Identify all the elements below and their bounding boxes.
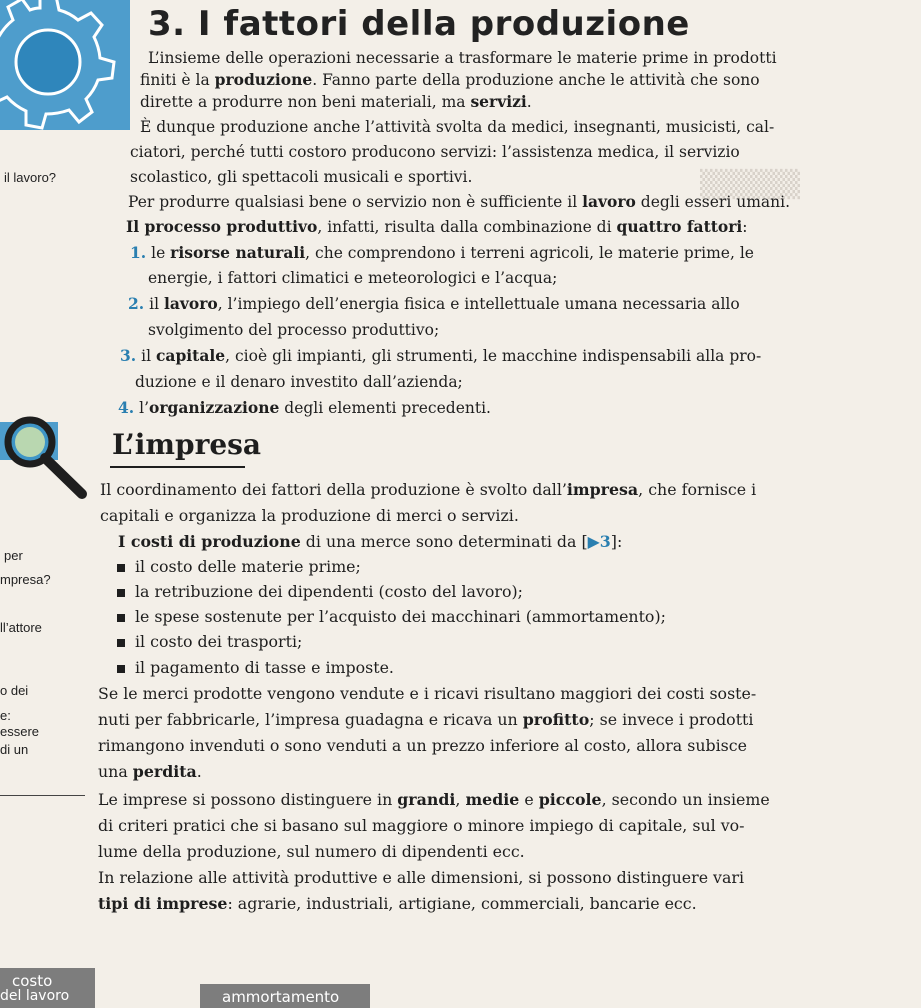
impresa-paragraph-line-2: capitali e organizza la produzione di merci o servizi. bbox=[100, 506, 519, 525]
bullet-icon bbox=[117, 564, 125, 572]
impresa-paragraph-line-1: Il coordinamento dei fattori della produzione è svolto dall’impresa, che fornisce i bbox=[100, 480, 757, 499]
size-paragraph-line-5: tipi di imprese: agrarie, industriali, artigiane, commerciali, bancarie ecc. bbox=[98, 894, 697, 913]
profit-paragraph-line-3: rimangono invenduti o sono venduti a un prezzo inferiore al costo, allora subisce bbox=[98, 736, 747, 755]
costs-intro: I costi di produzione di una merce sono determinati da [▶3]: bbox=[118, 532, 623, 551]
heading-underline bbox=[110, 466, 245, 468]
intro-line-3: dirette a produrre non beni materiali, ma servizi. bbox=[140, 92, 532, 111]
magnifier-icon bbox=[0, 410, 100, 500]
section-title-text: I fattori della produzione bbox=[197, 4, 690, 44]
section-heading: L’impresa bbox=[112, 428, 262, 461]
margin-divider bbox=[0, 795, 85, 796]
margin-note-essere: essere bbox=[0, 724, 40, 739]
bullet-icon bbox=[117, 639, 125, 647]
cost-item: il costo delle materie prime; bbox=[117, 557, 361, 577]
bullet-icon bbox=[117, 589, 125, 597]
margin-note-impresa: mpresa? bbox=[0, 572, 51, 587]
intro-line-1: L’insieme delle operazioni necessarie a trasformare le materie prime in prodotti bbox=[148, 49, 777, 67]
intro-line-8: Il processo produttivo, infatti, risulta dalla combinazione di quattro fattori: bbox=[126, 217, 748, 236]
profit-paragraph-line-4: una perdita. bbox=[98, 762, 202, 781]
bullet-icon bbox=[117, 665, 125, 673]
margin-note-il-lavoro: il lavoro? bbox=[4, 170, 57, 185]
footer-tab-costo bbox=[0, 968, 95, 1008]
footer-label-del-lavoro: del lavoro bbox=[0, 988, 70, 1004]
bleed-through-decoration: ▒▒▒▒▒ bbox=[700, 170, 800, 200]
margin-note-di-un: di un bbox=[0, 742, 29, 757]
profit-paragraph-line-1: Se le merci prodotte vengono vendute e i ricavi risultano maggiori dei costi soste- bbox=[98, 684, 757, 703]
intro-line-7: Per produrre qualsiasi bene o servizio non è sufficiente il lavoro degli esseri umani. bbox=[128, 192, 790, 211]
factor-item-cont: svolgimento del processo produttivo; bbox=[148, 321, 440, 339]
cross-reference-link: ▶3 bbox=[587, 532, 611, 551]
page-title bbox=[148, 4, 690, 44]
factor-item-cont: duzione e il denaro investito dall’azienda; bbox=[135, 373, 463, 391]
footer-label-ammortamento: ammortamento bbox=[222, 988, 340, 1006]
factor-item: 1. le risorse naturali, che comprendono i terreni agricoli, le materie prime, le bbox=[130, 243, 754, 262]
intro-line-2: finiti è la produzione. Fanno parte della produzione anche le attività che sono bbox=[140, 70, 760, 89]
intro-line-5: ciatori, perché tutti costoro producono servizi: l’assistenza medica, il servizio bbox=[130, 143, 740, 161]
cost-item: il pagamento di tasse e imposte. bbox=[117, 658, 394, 678]
bullet-icon bbox=[117, 614, 125, 622]
size-paragraph-line-2: di criteri pratici che si basano sul maggiore o minore impiego di capitale, sul vo- bbox=[98, 816, 745, 835]
gear-icon bbox=[0, 0, 130, 130]
section-number: 3. bbox=[148, 4, 186, 44]
cost-item: il costo dei trasporti; bbox=[117, 632, 302, 652]
size-paragraph-line-3: lume della produzione, sul numero di dipendenti ecc. bbox=[98, 842, 525, 861]
margin-note-per: per bbox=[4, 548, 23, 563]
margin-note-e: e: bbox=[0, 708, 11, 723]
factor-item: 4. l’organizzazione degli elementi precedenti. bbox=[118, 398, 491, 417]
factor-item: 3. il capitale, cioè gli impianti, gli strumenti, le macchine indispensabili alla pro- bbox=[120, 346, 762, 365]
factor-item-cont: energie, i fattori climatici e meteorologici e l’acqua; bbox=[148, 269, 558, 287]
profit-paragraph-line-2: nuti per fabbricarle, l’impresa guadagna e ricava un profitto; se invece i prodotti bbox=[98, 710, 754, 729]
cost-item: la retribuzione dei dipendenti (costo del lavoro); bbox=[117, 582, 523, 602]
margin-note-dei: o dei bbox=[0, 683, 29, 698]
cost-item: le spese sostenute per l’acquisto dei macchinari (ammortamento); bbox=[117, 607, 666, 627]
footer-label-costo: costo bbox=[12, 972, 53, 990]
margin-note-attore: ll’attore bbox=[0, 620, 42, 635]
footer-tab-ammortamento bbox=[200, 984, 370, 1008]
size-paragraph-line-4: In relazione alle attività produttive e alle dimensioni, si possono distinguere vari bbox=[98, 868, 745, 887]
intro-line-4: È dunque produzione anche l’attività svolta da medici, insegnanti, musicisti, cal- bbox=[140, 118, 775, 136]
factor-item: 2. il lavoro, l’impiego dell’energia fisica e intellettuale umana necessaria allo bbox=[128, 294, 740, 313]
intro-line-6: scolastico, gli spettacoli musicali e sportivi. bbox=[130, 168, 473, 186]
size-paragraph-line-1: Le imprese si possono distinguere in grandi, medie e piccole, secondo un insieme bbox=[98, 790, 770, 809]
